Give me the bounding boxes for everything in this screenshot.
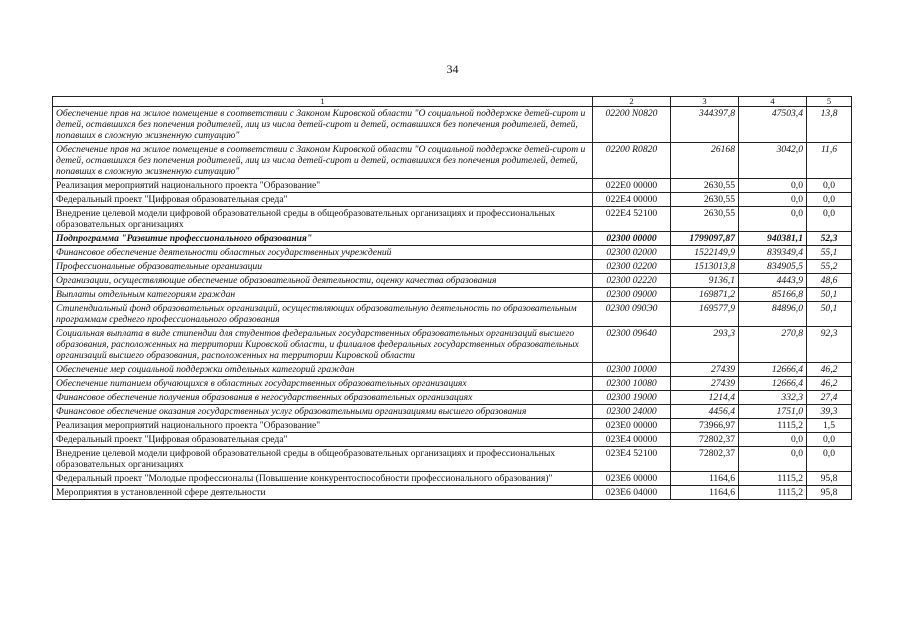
table-row	[53, 193, 852, 207]
row-planned-value: 73966,97	[671, 419, 739, 433]
row-actual-value: 1751,0	[739, 405, 807, 419]
row-code: 023E4 00000	[593, 433, 671, 447]
table-row	[53, 447, 852, 472]
page-number: 34	[446, 62, 459, 76]
row-code: 02300 10080	[593, 377, 671, 391]
row-actual-value: 84896,0	[739, 302, 807, 327]
row-planned-value: 344397,8	[671, 107, 739, 143]
row-description: Внедрение целевой модели цифровой образовательной среды в общеобразовательных организациях и профессиональных образовательных организациях	[53, 447, 593, 472]
row-description: Финансовое обеспечение оказания государственных услуг образовательными организациями высшего образования	[53, 405, 593, 419]
row-planned-value: 26168	[671, 143, 739, 179]
table-row	[53, 486, 852, 500]
row-planned-value: 72802,37	[671, 433, 739, 447]
row-code: 023E6 04000	[593, 486, 671, 500]
row-description: Реализация мероприятий национального проекта "Образование"	[53, 419, 593, 433]
row-actual-value: 0,0	[739, 193, 807, 207]
row-code: 02300 24000	[593, 405, 671, 419]
row-planned-value: 1164,6	[671, 472, 739, 486]
row-actual-value: 12666,4	[739, 377, 807, 391]
row-code: 022E4 00000	[593, 193, 671, 207]
row-actual-value: 270,8	[739, 327, 807, 363]
row-actual-value: 0,0	[739, 179, 807, 193]
table-row	[53, 232, 852, 246]
row-code: 023E4 52100	[593, 447, 671, 472]
table-row	[53, 327, 852, 363]
row-code: 02300 19000	[593, 391, 671, 405]
row-actual-value: 4443,9	[739, 274, 807, 288]
row-percent: 1,5	[807, 419, 852, 433]
row-percent: 27,4	[807, 391, 852, 405]
row-percent: 46,2	[807, 377, 852, 391]
row-actual-value: 940381,1	[739, 232, 807, 246]
row-description: Обеспечение прав на жилое помещение в соответствии с Законом Кировской области "О социальной поддержке детей-сирот и детей, оставшихся без попечения родителей, лиц из числа детей-сирот и детей, оставшихся без попечения родителей, детей, попавших в сложную жизненную ситуацию"	[53, 143, 593, 179]
row-percent: 46,2	[807, 363, 852, 377]
row-percent: 0,0	[807, 179, 852, 193]
row-description: Внедрение целевой модели цифровой образовательной среды в общеобразовательных организациях и профессиональных образовательных организациях	[53, 207, 593, 232]
table-row	[53, 433, 852, 447]
row-code: 023E0 00000	[593, 419, 671, 433]
header-row	[53, 97, 852, 107]
row-code: 02300 02200	[593, 260, 671, 274]
table-row	[53, 246, 852, 260]
row-description: Подпрограмма "Развитие профессионального образования"	[53, 232, 593, 246]
table-row	[53, 143, 852, 179]
budget-table-body	[53, 97, 852, 500]
row-actual-value: 332,3	[739, 391, 807, 405]
row-actual-value: 85166,8	[739, 288, 807, 302]
row-code: 02300 02000	[593, 246, 671, 260]
row-description: Социальная выплата в виде стипендии для студентов федеральных государственных образовательных организаций высшего образования, расположенных на территории Кировской области, и филиалов федеральных государственных образовательных организаций высшего образования, расположенных на территории Кировской области	[53, 327, 593, 363]
row-planned-value: 169577,9	[671, 302, 739, 327]
row-code: 02300 00000	[593, 232, 671, 246]
row-planned-value: 1214,4	[671, 391, 739, 405]
row-percent: 55,2	[807, 260, 852, 274]
row-description: Реализация мероприятий национального проекта "Образование"	[53, 179, 593, 193]
row-percent: 50,1	[807, 302, 852, 327]
row-actual-value: 12666,4	[739, 363, 807, 377]
row-actual-value: 1115,2	[739, 472, 807, 486]
row-actual-value: 834905,5	[739, 260, 807, 274]
row-description: Обеспечение питанием обучающихся в областных государственных образовательных организациях	[53, 377, 593, 391]
row-actual-value: 1115,2	[739, 486, 807, 500]
row-code: 02300 09640	[593, 327, 671, 363]
row-description: Обеспечение прав на жилое помещение в соответствии с Законом Кировской области "О социальной поддержке детей-сирот и детей, оставшихся без попечения родителей, лиц из числа детей-сирот и детей, оставшихся без попечения родителей, детей, попавших в сложную жизненную ситуацию"	[53, 107, 593, 143]
row-percent: 11,6	[807, 143, 852, 179]
row-planned-value: 169871,2	[671, 288, 739, 302]
row-description: Стипендиальный фонд образовательных организаций, осуществляющих образовательную деятельность по образовательным программам среднего профессионального образования	[53, 302, 593, 327]
row-description: Профессиональные образовательные организации	[53, 260, 593, 274]
row-percent: 13,8	[807, 107, 852, 143]
row-planned-value: 293,3	[671, 327, 739, 363]
table-row	[53, 391, 852, 405]
row-percent: 95,8	[807, 486, 852, 500]
row-code: 022E4 52100	[593, 207, 671, 232]
table-row	[53, 179, 852, 193]
row-percent: 55,1	[807, 246, 852, 260]
row-planned-value: 72802,37	[671, 447, 739, 472]
row-percent: 0,0	[807, 193, 852, 207]
row-description: Выплаты отдельным категориям граждан	[53, 288, 593, 302]
table-row	[53, 419, 852, 433]
row-percent: 0,0	[807, 207, 852, 232]
row-code: 02300 09000	[593, 288, 671, 302]
row-planned-value: 27439	[671, 363, 739, 377]
table-row	[53, 274, 852, 288]
row-actual-value: 0,0	[739, 433, 807, 447]
table-row	[53, 207, 852, 232]
row-code: 023E6 00000	[593, 472, 671, 486]
row-actual-value: 839349,4	[739, 246, 807, 260]
row-code: 02300 02220	[593, 274, 671, 288]
row-planned-value: 2630,55	[671, 193, 739, 207]
row-description: Федеральный проект "Цифровая образовательная среда"	[53, 433, 593, 447]
table-row	[53, 288, 852, 302]
table-row	[53, 260, 852, 274]
table-row	[53, 405, 852, 419]
row-percent: 92,3	[807, 327, 852, 363]
row-code: 022E0 00000	[593, 179, 671, 193]
row-planned-value: 2630,55	[671, 179, 739, 193]
header-cell-5: 5	[807, 97, 852, 107]
row-percent: 52,3	[807, 232, 852, 246]
row-planned-value: 1164,6	[671, 486, 739, 500]
table-row	[53, 472, 852, 486]
row-description: Финансовое обеспечение получения образования в негосударственных образовательных организациях	[53, 391, 593, 405]
row-percent: 0,0	[807, 447, 852, 472]
row-planned-value: 1513013,8	[671, 260, 739, 274]
row-code: 02300 090Э0	[593, 302, 671, 327]
row-planned-value: 2630,55	[671, 207, 739, 232]
table-row	[53, 107, 852, 143]
row-planned-value: 4456,4	[671, 405, 739, 419]
table-row	[53, 377, 852, 391]
row-percent: 48,6	[807, 274, 852, 288]
header-cell-2: 2	[593, 97, 671, 107]
row-description: Обеспечение мер социальной поддержки отдельных категорий граждан	[53, 363, 593, 377]
row-code: 02300 10000	[593, 363, 671, 377]
row-code: 02200 N0820	[593, 107, 671, 143]
row-planned-value: 1799097,87	[671, 232, 739, 246]
row-planned-value: 1522149,9	[671, 246, 739, 260]
row-actual-value: 3042,0	[739, 143, 807, 179]
header-cell-3: 3	[671, 97, 739, 107]
table-row	[53, 302, 852, 327]
row-actual-value: 47503,4	[739, 107, 807, 143]
row-percent: 95,8	[807, 472, 852, 486]
row-planned-value: 9136,1	[671, 274, 739, 288]
row-percent: 0,0	[807, 433, 852, 447]
row-code: 02200 R0820	[593, 143, 671, 179]
row-percent: 39,3	[807, 405, 852, 419]
header-cell-4: 4	[739, 97, 807, 107]
table-row	[53, 363, 852, 377]
row-actual-value: 0,0	[739, 447, 807, 472]
row-description: Федеральный проект "Молодые профессионалы (Повышение конкурентоспособности профессионального образования)"	[53, 472, 593, 486]
row-percent: 50,1	[807, 288, 852, 302]
row-description: Финансовое обеспечение деятельности областных государственных учреждений	[53, 246, 593, 260]
row-planned-value: 27439	[671, 377, 739, 391]
row-description: Федеральный проект "Цифровая образовательная среда"	[53, 193, 593, 207]
budget-table	[52, 96, 852, 500]
row-actual-value: 0,0	[739, 207, 807, 232]
row-description: Организации, осуществляющие обеспечение образовательной деятельности, оценку качества образования	[53, 274, 593, 288]
header-cell-1: 1	[53, 97, 593, 107]
row-actual-value: 1115,2	[739, 419, 807, 433]
row-description: Мероприятия в установленной сфере деятельности	[53, 486, 593, 500]
